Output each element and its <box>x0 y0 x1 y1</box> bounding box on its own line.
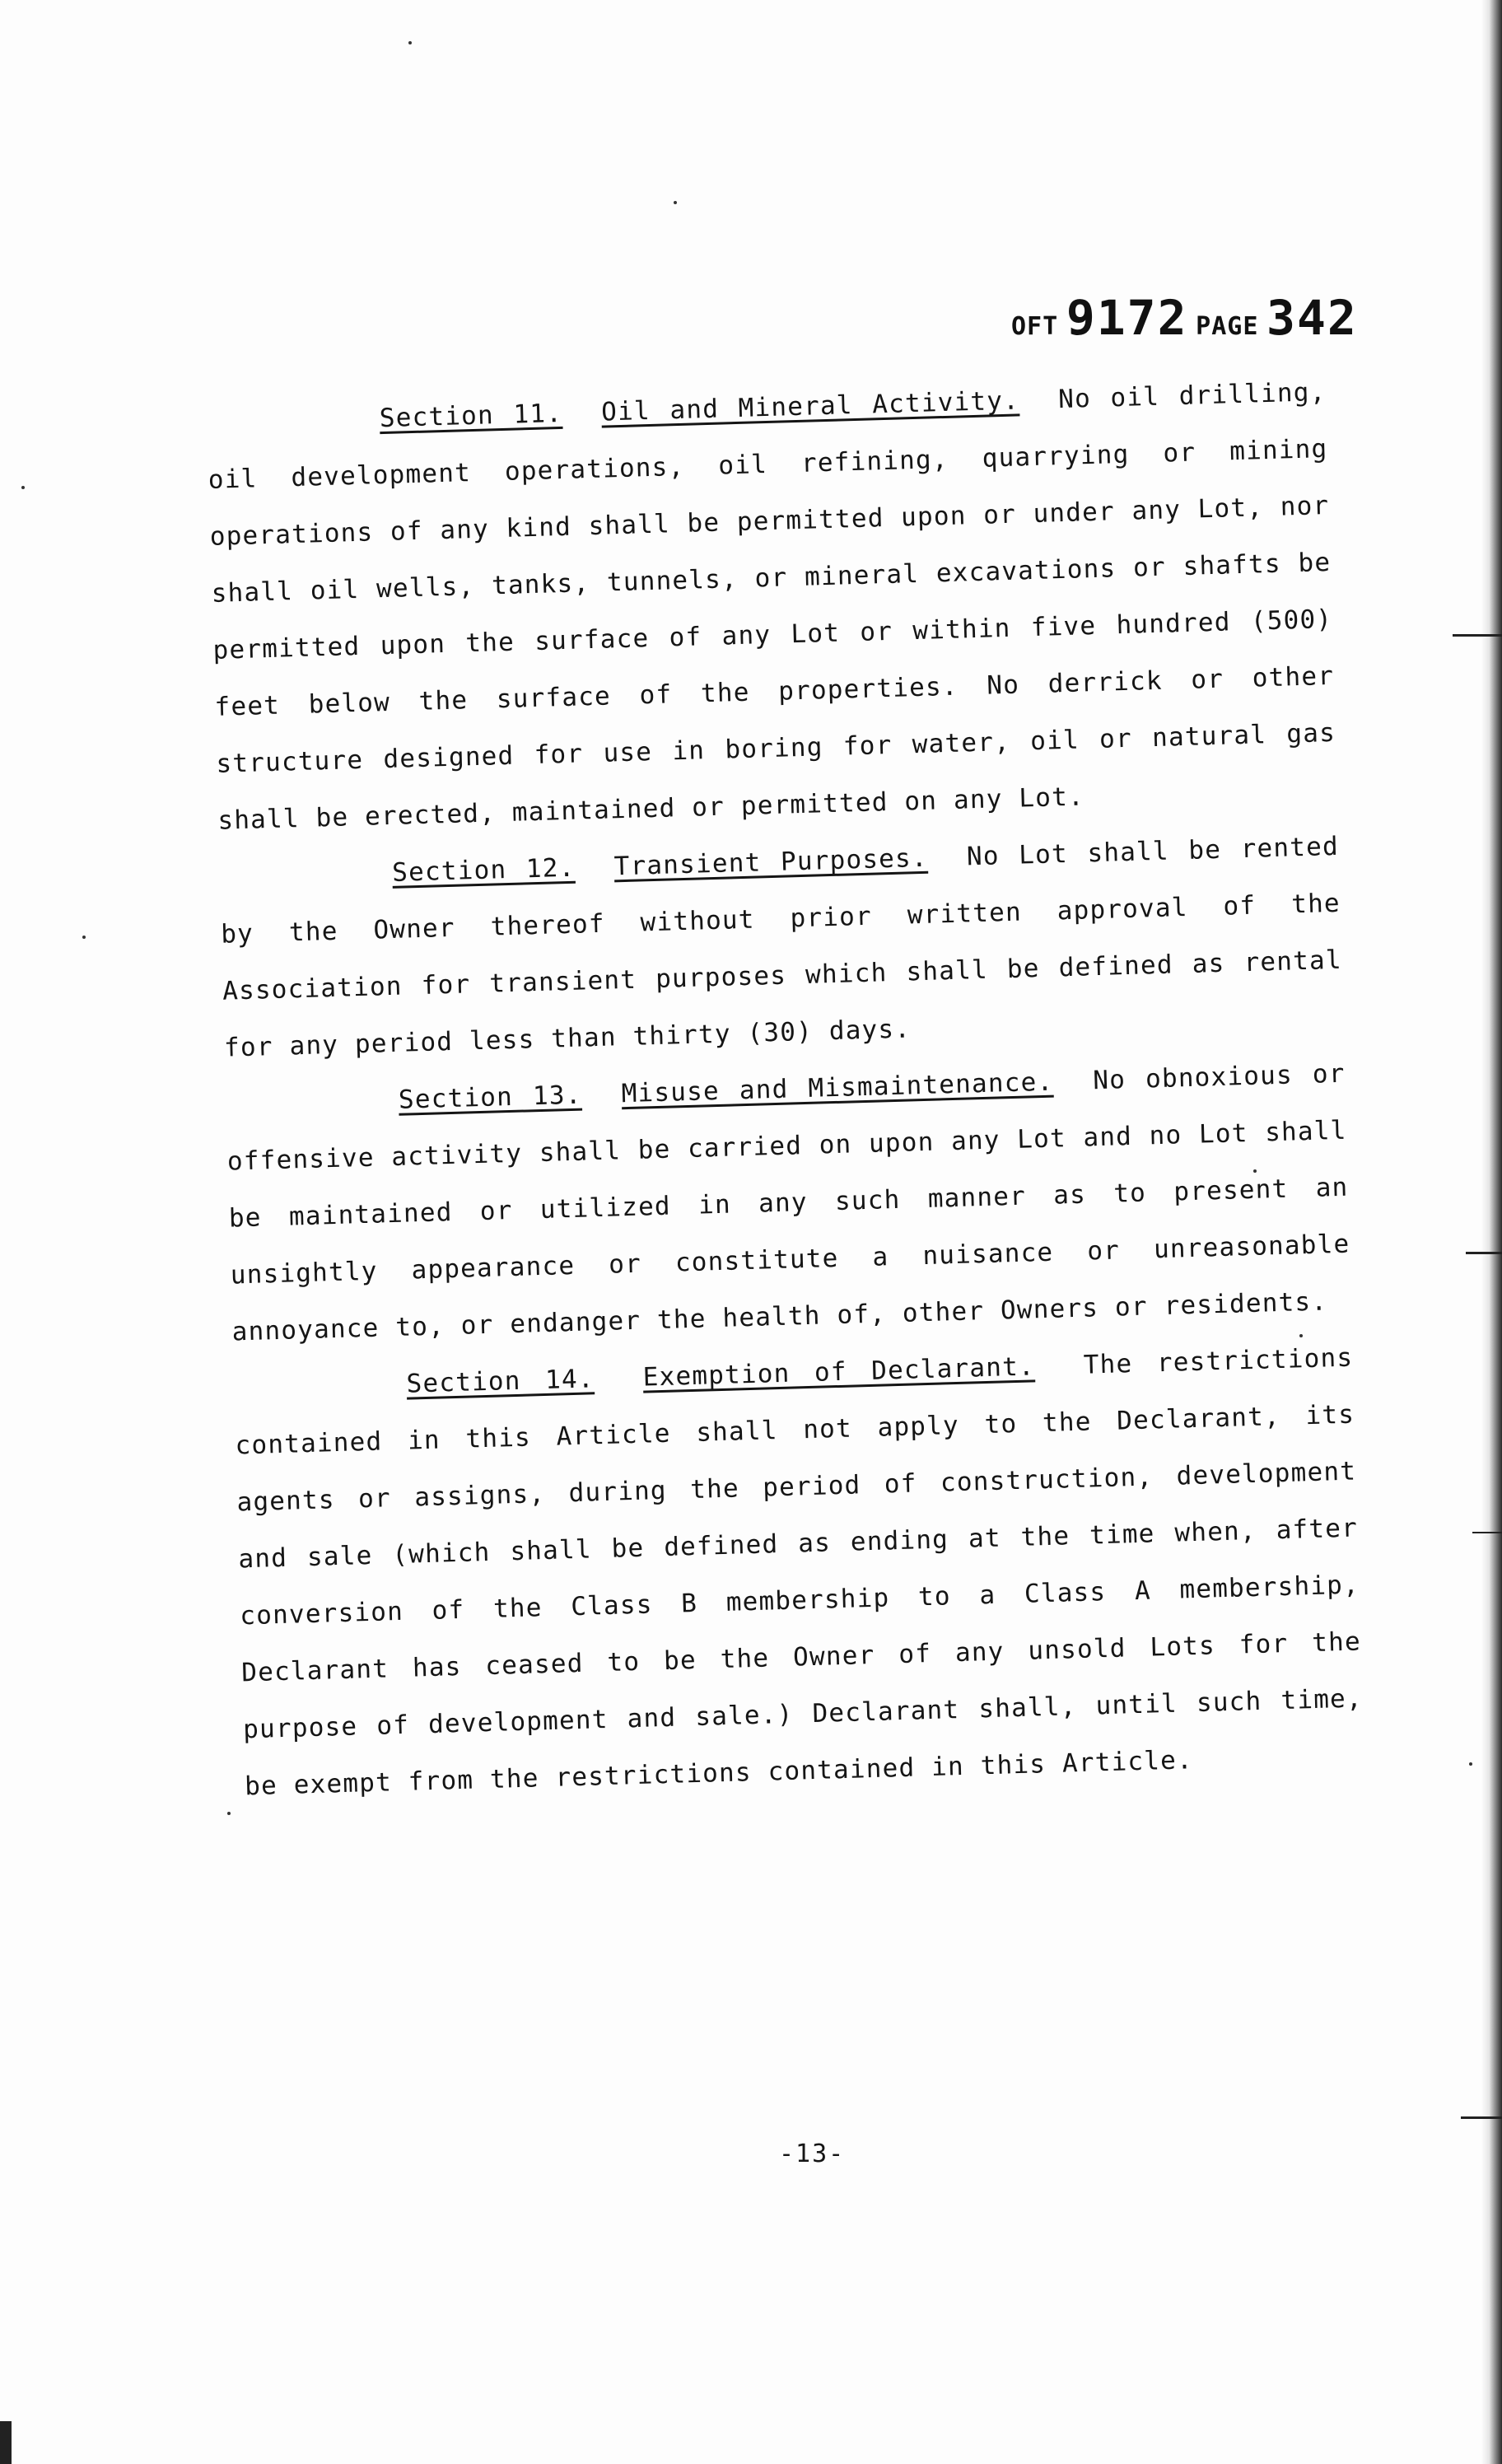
section-11-label: Section 11. <box>379 398 563 434</box>
book-number: 9172 <box>1066 290 1188 346</box>
section-13 <box>225 1046 1352 1361</box>
page-number: -13- <box>779 2140 846 2168</box>
book-page-number: 342 <box>1266 290 1358 346</box>
section-12-title: Transient Purposes. <box>613 842 929 882</box>
section-14-title: Exemption of Declarant. <box>642 1351 1036 1393</box>
scan-speck <box>408 41 412 44</box>
article-body <box>206 364 1365 1815</box>
section-13-title: Misuse and Mismaintenance. <box>621 1066 1054 1109</box>
scan-edge <box>1481 0 1502 2464</box>
book-ref-middle: PAGE <box>1196 312 1259 341</box>
book-page-reference <box>1011 290 1358 346</box>
book-ref-prefix: OFT <box>1011 312 1059 341</box>
scan-speck <box>227 1812 231 1815</box>
section-11-body: No oil drilling, oil development operations, oil refining, quarrying or mining operations of any kind shall be permitted upon or under any Lot, nor shall oil wells, tanks, tunnels, or mineral excavations or shafts be permitted upon the surface of any Lot or within five hundred (500) feet below the surface of the properties. No derrick or other structure designed for use in boring for water, oil or natural gas shall be erected, maintained or permitted on any Lot. <box>208 377 1336 836</box>
section-12-label: Section 12. <box>391 852 576 888</box>
scan-edge-mark <box>1461 2116 1502 2119</box>
scan-edge-mark <box>1472 1532 1502 1533</box>
scan-edge-mark <box>0 2421 12 2464</box>
scan-speck <box>21 486 25 489</box>
scan-speck <box>82 936 86 939</box>
scan-edge-mark <box>1453 634 1502 637</box>
section-13-label: Section 13. <box>398 1080 583 1115</box>
section-11-title: Oil and Mineral Activity. <box>600 385 1020 427</box>
section-14-body: The restrictions contained in this Article shall not apply to the Declarant, its agents or assigns, during the period of construction, development and sale (which shall be defined as ending at the time when, after conversion of the Class B membership to a Class A membership, Declarant has ceased to be the Owner of any unsold Lots for the purpose of development and sale.) Declarant shall, until such time, be exempt from the restrictions contained in this Article. <box>235 1342 1364 1802</box>
section-13-body: No obnoxious or offensive activity shall be carried on upon any Lot and no Lot shall be maintained or utilized in any such manner as to present an unsightly appearance or constitute a nuisance or unreasonable annoyance to, or endanger the health of, other Owners or residents. <box>226 1058 1350 1347</box>
scan-edge-mark <box>1466 1252 1502 1254</box>
scan-speck <box>674 201 677 204</box>
section-14-label: Section 14. <box>406 1364 595 1399</box>
section-11 <box>206 364 1338 850</box>
section-14 <box>233 1330 1365 1816</box>
section-12 <box>218 819 1344 1077</box>
section-12-body: No Lot shall be rented by the Owner thereof without prior written approval of the Association for transient purposes which shall be defined as rental for any period less than thirty (30) days. <box>220 831 1343 1063</box>
scan-speck <box>1469 1762 1472 1766</box>
